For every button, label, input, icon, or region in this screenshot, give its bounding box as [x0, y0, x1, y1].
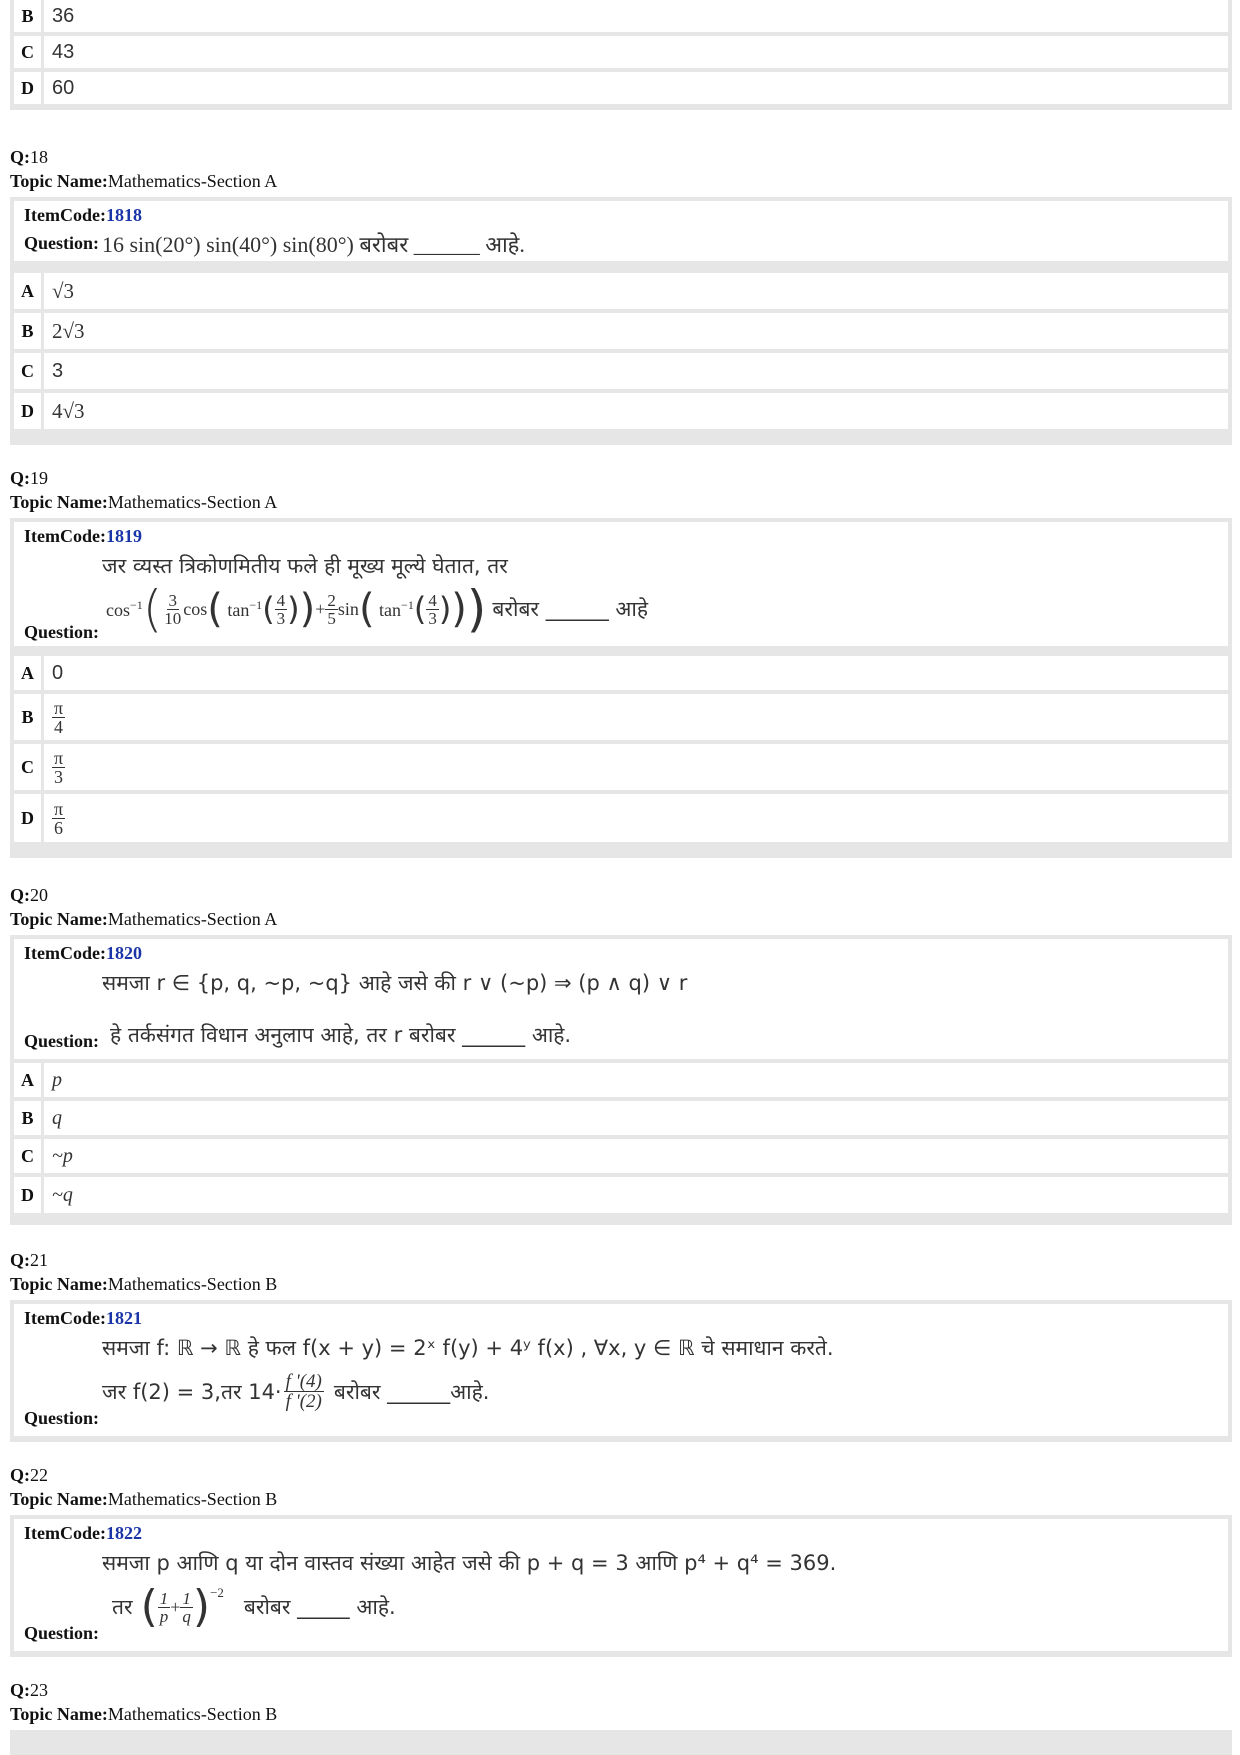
topic-name: Mathematics-Section B [107, 1274, 278, 1294]
topic-name: Mathematics-Section B [107, 1489, 278, 1509]
option-row[interactable] [14, 1101, 1228, 1135]
q-number: 21 [30, 1250, 48, 1270]
option-value: 43 [52, 40, 75, 63]
question-box [10, 1300, 1232, 1442]
option-label: B [14, 694, 44, 740]
question-line-2: जर f(2) = 3,तर 14· $\frac{f '(4)}{f '(2)}$ बरोबर ______आहे. [102, 1371, 490, 1412]
question-cell [14, 201, 1228, 261]
option-value: 4√3 [52, 398, 85, 423]
option-label: D [14, 794, 44, 842]
topic-name: Mathematics-Section B [107, 1704, 278, 1724]
option-label: B [14, 0, 44, 32]
option-row[interactable] [14, 744, 1228, 790]
option-value: q [52, 1106, 62, 1129]
question-header: Q:23 Topic Name:Mathematics-Section B [10, 1680, 278, 1724]
option-value: 60 [52, 76, 75, 99]
option-row[interactable] [14, 36, 1228, 68]
option-row[interactable] [14, 1139, 1228, 1173]
topic-name: Mathematics-Section A [107, 909, 278, 929]
question-box [10, 197, 1232, 445]
option-label: B [14, 1101, 44, 1135]
option-fraction: $\frac{\pi}{4}$ [54, 697, 64, 737]
itemcode: ItemCode:1822 [24, 1523, 142, 1543]
q-number: 19 [30, 468, 48, 488]
topic-name: Mathematics-Section A [107, 171, 278, 191]
option-row[interactable] [14, 393, 1228, 429]
question-label: Question: [24, 1031, 100, 1051]
option-label: B [14, 313, 44, 349]
option-label: A [14, 656, 44, 690]
option-label: C [14, 36, 44, 68]
question-label: Question: [24, 1408, 100, 1428]
question-line-1: समजा p आणि q या दोन वास्तव संख्या आहेत जसे की p + q = 3 आणि p⁴ + q⁴ = 369. [102, 1551, 837, 1575]
q-number: 20 [30, 885, 48, 905]
question-box [10, 935, 1232, 1225]
option-label: A [14, 1063, 44, 1097]
q-prefix: Q: [10, 147, 30, 167]
option-label: A [14, 273, 44, 309]
option-label: D [14, 72, 44, 104]
option-fraction: $\frac{\pi}{6}$ [54, 798, 64, 838]
itemcode-value: 1821 [105, 1308, 142, 1328]
option-value: 3 [52, 359, 64, 382]
question-formula: $\cos^{-1}$ ( $\frac{3}{10}$ cos ( $\tan^{-1}$ ( $\frac{4}{3}$ ) ) + $\frac{2}{5}$ sin ( $\tan^{-1}$ ( $\frac{4}{3}$ ) ) ) बरोबर ______ आहे [106, 580, 648, 638]
question-line-2: तर ( $\frac{1}{p}$ + $\frac{1}{q}$ ) $^{-2}$ बरोबर _____ आहे. [112, 1581, 396, 1632]
question-label: Question: [24, 1623, 100, 1643]
option-row[interactable] [14, 353, 1228, 389]
question-line-1: समजा r ∈ {p, q, ~p, ~q} आहे जसे की r ∨ (~p) ⇒ (p ∧ q) ∨ r [102, 971, 688, 995]
option-label: D [14, 1177, 44, 1213]
question-header: Q:19 Topic Name:Mathematics-Section A [10, 468, 278, 512]
question-line-1: समजा f: ℝ → ℝ हे फल f(x + y) = 2ˣ f(y) + 4ʸ f(x) , ∀x, y ∈ ℝ चे समाधान करते. [102, 1336, 834, 1360]
option-row[interactable] [14, 313, 1228, 349]
question-line-1: जर व्यस्त त्रिकोणमितीय फले ही मूख्य मूल्ये घेतात, तर [102, 554, 508, 578]
question-cell [14, 522, 1228, 646]
question-label: Question: [24, 622, 100, 642]
option-label: C [14, 353, 44, 389]
question-cell [14, 1519, 1228, 1651]
itemcode: ItemCode:1820 [24, 943, 142, 963]
option-value: 0 [52, 661, 64, 684]
option-label: C [14, 744, 44, 790]
q-number: 18 [30, 147, 48, 167]
option-value: ~p [52, 1144, 73, 1167]
question-line-2: हे तर्कसंगत विधान अनुलाप आहे, तर r बरोबर ______ आहे. [110, 1023, 572, 1047]
question-label: Question: [24, 233, 100, 253]
itemcode-value: 1820 [105, 943, 142, 963]
topic-name: Mathematics-Section A [107, 492, 278, 512]
itemcode-value: 1819 [105, 526, 142, 546]
question-header: Q:20 Topic Name:Mathematics-Section A [10, 885, 278, 929]
option-row[interactable] [14, 1063, 1228, 1097]
question-cell [14, 939, 1228, 1059]
option-row[interactable] [14, 794, 1228, 842]
itemcode: ItemCode:1818 [24, 205, 142, 225]
question-header [10, 145, 277, 193]
option-label: C [14, 1139, 44, 1173]
question-cell [14, 1304, 1228, 1436]
option-row[interactable] [14, 72, 1228, 104]
option-fraction: $\frac{\pi}{3}$ [54, 747, 64, 787]
question-text: 16 sin(20°) sin(40°) sin(80°) बरोबर ______ आहे. [102, 232, 525, 257]
option-row[interactable] [14, 656, 1228, 690]
option-row[interactable] [14, 273, 1228, 309]
option-row[interactable] [14, 694, 1228, 740]
option-value: ~q [52, 1183, 73, 1206]
topic-prefix: Topic Name: [10, 171, 108, 191]
option-value: 36 [52, 4, 75, 27]
option-value: 2√3 [52, 318, 85, 343]
question-box [10, 518, 1232, 858]
option-row[interactable] [14, 1177, 1228, 1213]
itemcode-value: 1822 [105, 1523, 142, 1543]
itemcode: ItemCode:1819 [24, 526, 142, 546]
question-line-2-end: बरोबर ______ आहे [492, 597, 648, 621]
question-header: Q:21 Topic Name:Mathematics-Section B [10, 1250, 278, 1294]
q-number: 22 [30, 1465, 48, 1485]
q-number: 23 [30, 1680, 48, 1700]
itemcode: ItemCode:1821 [24, 1308, 142, 1328]
option-label: D [14, 393, 44, 429]
option-value: √3 [52, 278, 75, 303]
question-box [10, 1730, 1232, 1755]
question-header: Q:22 Topic Name:Mathematics-Section B [10, 1465, 278, 1509]
itemcode-value: 1818 [105, 205, 142, 225]
option-row[interactable] [14, 0, 1228, 32]
option-value: p [52, 1068, 62, 1091]
question-box [10, 1515, 1232, 1657]
prev-options-box [10, 0, 1232, 110]
